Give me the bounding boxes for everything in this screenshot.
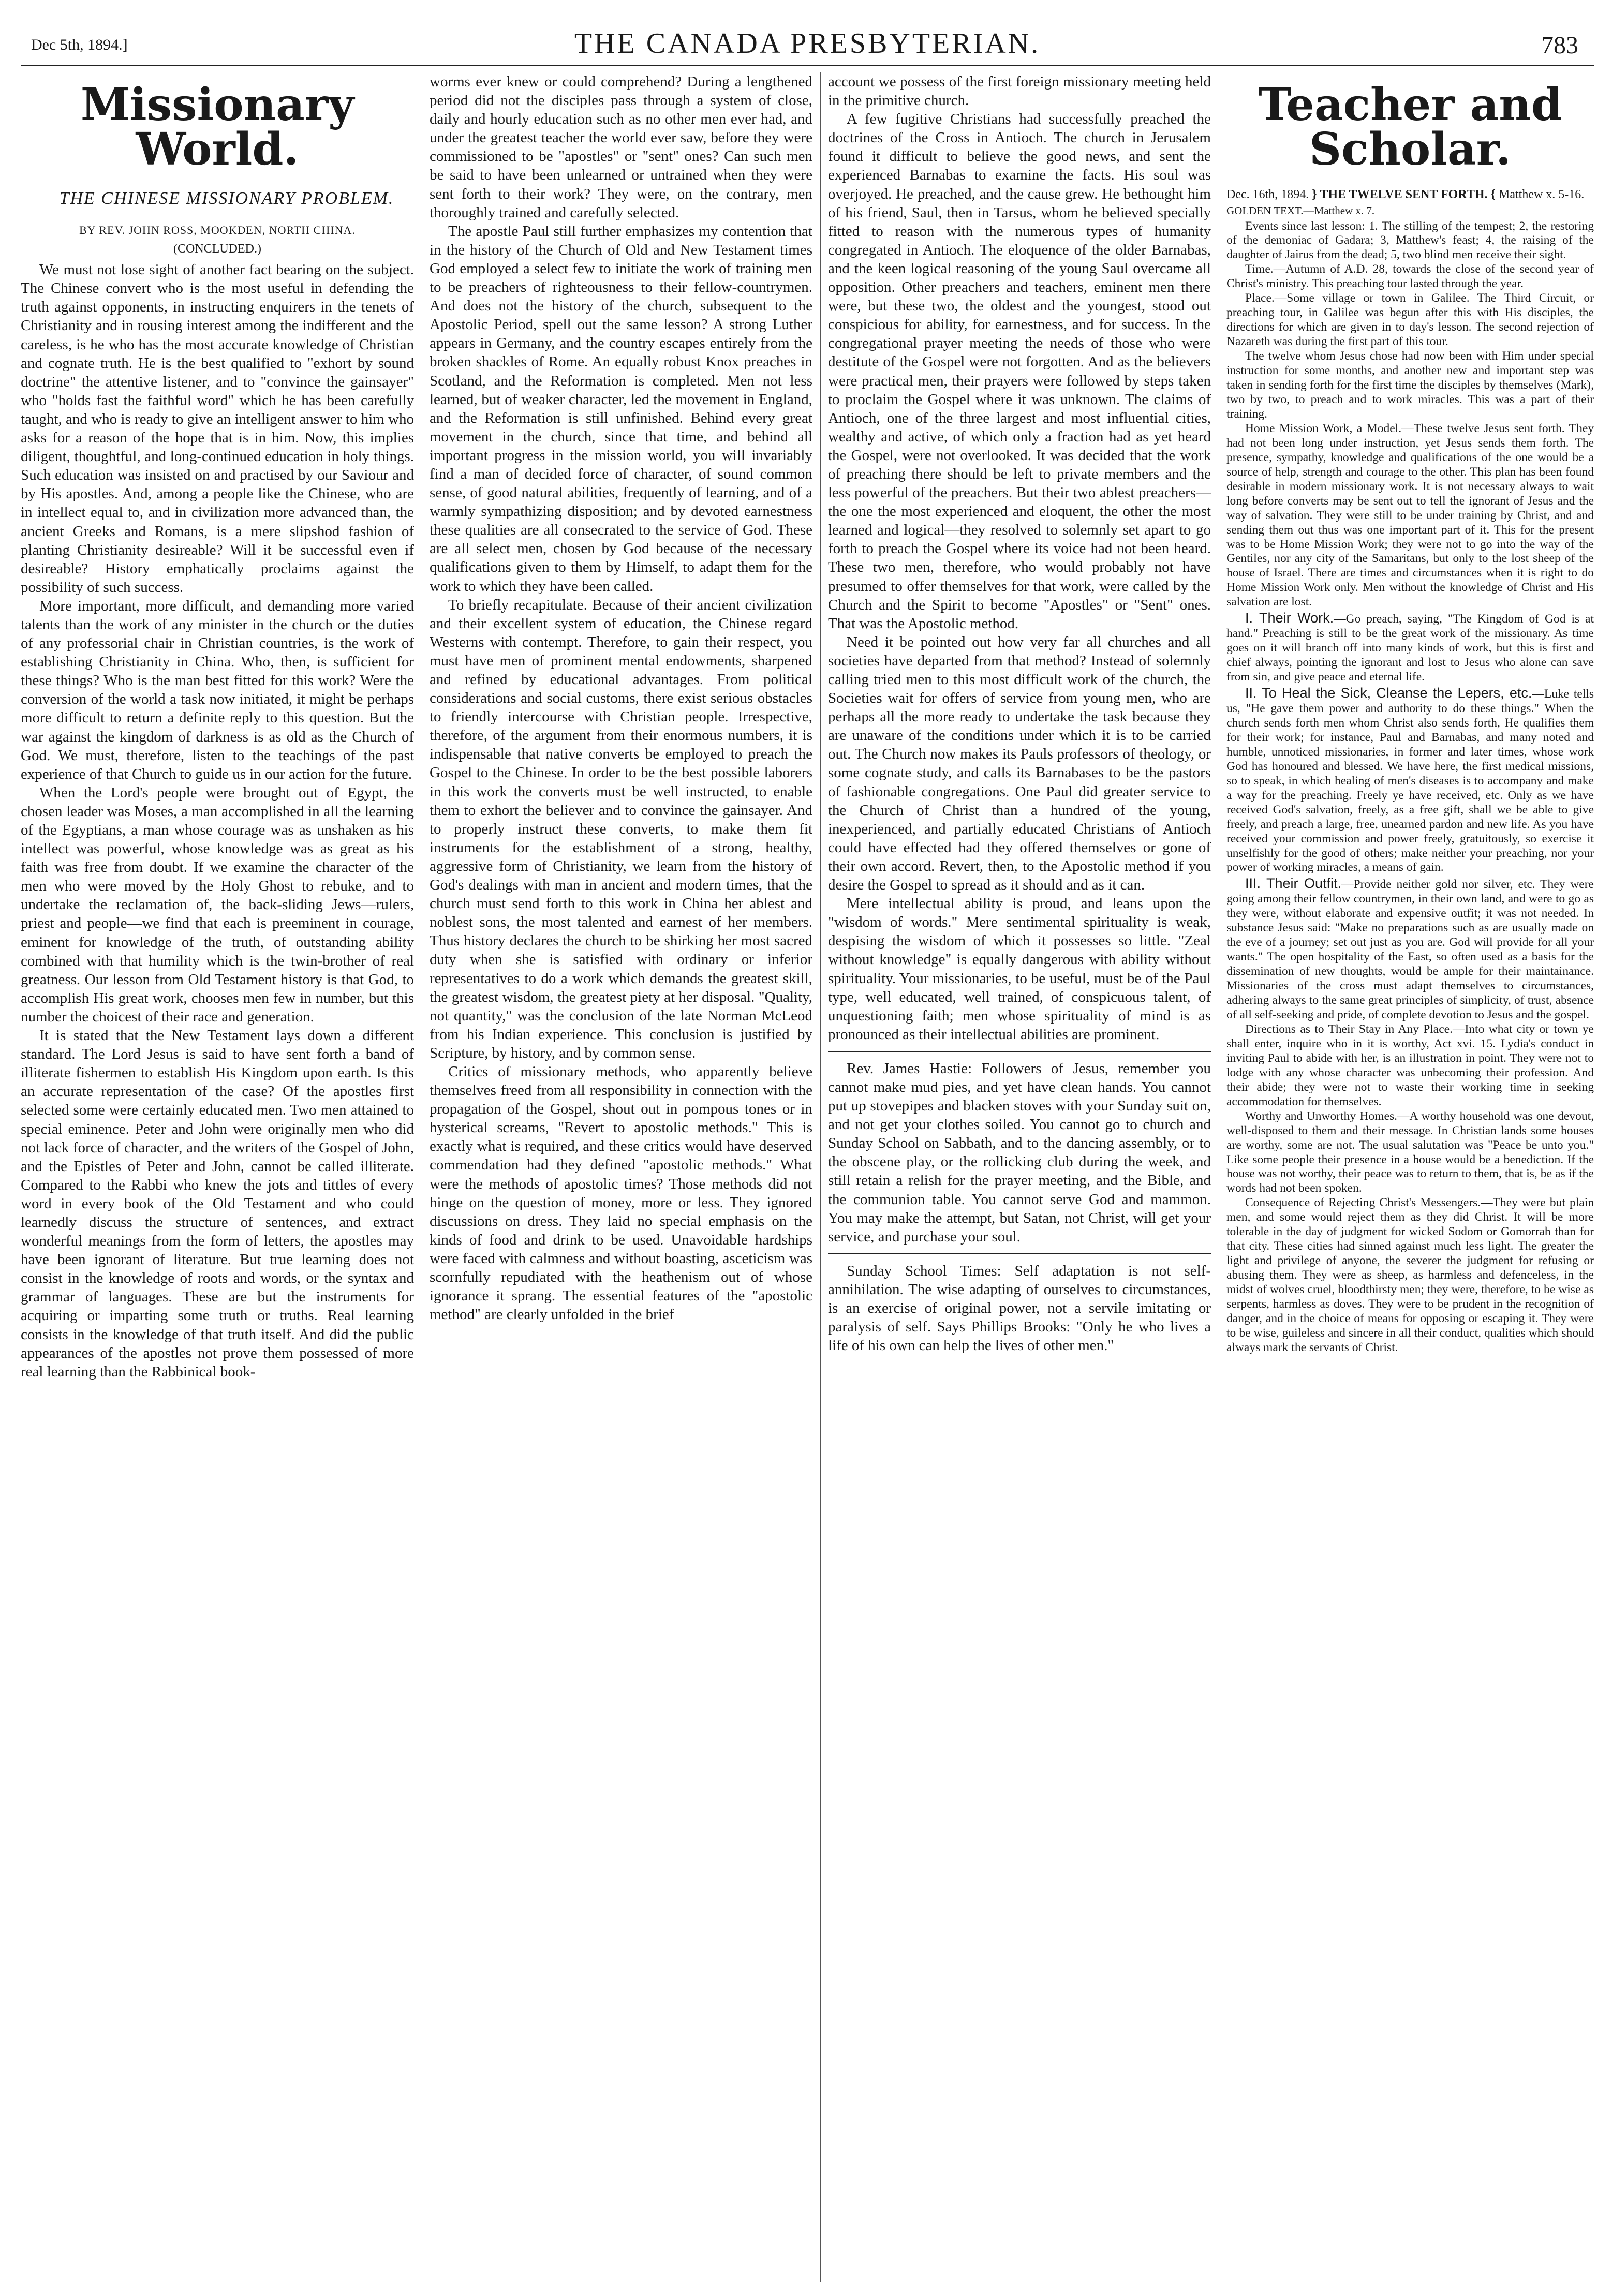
subheading-text: —Provide neither gold nor silver, etc. They were going among their fellow countrymen, in their own land, and were to go as they were, without elaborate and expensive outfit; it was not needed. In substance Jesus said: "Make no preparations such as are usually made on the eve of a journey; set out just as you are. God will provide for all your wants." The open hospitality of the East, so often used as a basis for the dissemination of new thoughts, would be ample for their maintainance. Missionaries of the cross must adapt themselves to circumstances, adhering always to the same great principles of simplicity, of trust, absence of all self-seeking and pride, of complete devotion to Jesus and the gospel. <box>1226 878 1594 1021</box>
section-heading-teacher-scholar: Teacher and Scholar. <box>1258 79 1562 175</box>
paragraph: Worthy and Unworthy Homes.—A worthy household was one devout, well-disposed to them and their message. In Christian lands some houses are worthy, some are not. The usual salutation was "Peace be unto you." Like some people their presence in a house would be a benediction. If the house was not worthy, their peace was to return to them, that is, be as if the words had not been spoken. <box>1226 1109 1594 1195</box>
column-2 <box>430 72 812 2282</box>
columns <box>21 72 1594 2282</box>
paragraph: The twelve whom Jesus chose had now been with Him under special instruction for some months, and another new and important step was taken in sending forth for the first time the disciples by themselves (Mark), two by two, to preach and to work miracles. This was a part of their training. <box>1226 349 1594 421</box>
column-3 <box>828 72 1211 2282</box>
subheading-text: —Go preach, saying, "The Kingdom of God is at hand." Preaching is still to be the great work of the missionary. As time goes on it will branch off into many kinds of work, but this is first and chief always, pointing the ignorant and lost to Jesus who alone can save from sin, and give peace and eternal life. <box>1226 612 1594 684</box>
paragraph: account we possess of the first foreign missionary meeting held in the primitive church. <box>828 73 1211 109</box>
section-heading-missionary-world: Missionary World. <box>80 79 354 175</box>
paragraph: Directions as to Their Stay in Any Place.—Into what city or town ye shall enter, inquire who in it is worthy, Act xvi. 15. Lydia's conduct in inviting Paul to abide with her, is an illustration in point. They were not to lodge with any whose character was unbecoming their profession. And their abide; they were not to waste their working time in seeking accommodation for themselves. <box>1226 1022 1594 1108</box>
page-number: 783 <box>1541 32 1578 59</box>
lesson-heading: Dec. 16th, 1894. } THE TWELVE SENT FORTH. { Matthew x. 5-16. <box>1226 188 1585 201</box>
paragraph: Time.—Autumn of A.D. 28, towards the close of the second year of Christ's ministry. This preaching tour lasted through the year. <box>1226 262 1594 291</box>
paragraph: Rev. James Hastie: Followers of Jesus, remember you cannot make mud pies, and yet have clean hands. You cannot put up stovepipes and blacken stoves with your Sunday suit on, and not get your clothes soiled. You cannot go to church and Sunday School on Sabbath, and to the dancing assembly, or to the obscene play, or the rollicking club during the week, and still retain a relish for the prayer meeting, and the Bible, and the communion table. You cannot serve God and mammon. You may make the attempt, but Satan, not Christ, will get your service, and purchase your soul. <box>828 1060 1211 1245</box>
article-byline: BY REV. JOHN ROSS, MOOKDEN, NORTH CHINA. <box>79 224 356 237</box>
paragraph: Sunday School Times: Self adaptation is not self-annihilation. The wise adapting of ourselves to circumstances, is an exercise of original power, not a servile imitating or paralysis of self. Says Phillips Brooks: "Only he who lives a life of his own can help the lives of other men." <box>828 1262 1211 1354</box>
paragraph: Place.—Some village or town in Galilee. The Third Circuit, or preaching tour, in Galilee was begun after this with His disciples, the directions for which are given in to day's lesson. The second rejection of Nazareth was during the first part of this tour. <box>1226 291 1594 349</box>
paragraph: Critics of missionary methods, who apparently believe themselves freed from all responsibility in connection with the propagation of the Gospel, shout out in pompous tones or in hysterical screams, "Revert to apostolic methods." This is exactly what is required, and these critics would have deserved commendation had they defined "apostolic methods." What were the methods of apostolic times? Those methods did not hinge on the question of money, more or less. They ignored discussions on dress. They laid no special emphasis on the kinds of food and drink to be used. Unavoidable hardships were faced with calmness and without boasting, asceticism was scornfully repudiated with the heathenism out of whose ignorance it sprang. The essential features of the "apostolic method" are clearly unfolded in the brief <box>430 1063 812 1323</box>
masthead-title: THE CANADA PRESBYTERIAN. <box>574 27 1041 60</box>
subheading-their-outfit: III. Their Outfit. <box>1245 876 1342 892</box>
paragraph: When the Lord's people were brought out of Egypt, the chosen leader was Moses, a man accomplished in all the learning of the Egyptians, a man whose courage was as unshaken as his intellect was powerful, whose knowledge was as great as his faith was free from doubt. If we examine the character of the men who were moved by the Holy Ghost to rebuke, and to undertake the reclamation of, the back-sliding Jews—rulers, priest and people—we find that each is preeminent in courage, eminent for knowledge of the truth, of outstanding ability combined with that humility which is the twin-brother of real greatness. Our lesson from Old Testament history is that God, to accomplish His great work, chooses men few in number, but this number the choicest of their race and generation. <box>21 784 414 1025</box>
subheading-paragraph <box>1226 610 1594 685</box>
paragraph: Events since last lesson: 1. The stilling of the tempest; 2, the restoring of the demoniac of Gadara; 3, Matthew's feast; 4, the raising of the daughter of Jairus from the dead; 5, two blind men receive their sight. <box>1226 219 1594 262</box>
paragraph: worms ever knew or could comprehend? During a lengthened period did not the disciples pass through a system of close, daily and hourly education such as no other men ever had, and under the greatest teacher the world ever saw, before they were commissioned to be "apostles" or "sent" ones? Can such men be said to have been unlearned or untrained when they were sent forth to their work? They were, on the contrary, men thoroughly trained and carefully selected. <box>430 73 812 221</box>
column-4 <box>1226 72 1594 2282</box>
newspaper-page <box>21 16 1594 2282</box>
paragraph: Home Mission Work, a Model.—These twelve Jesus sent forth. They had not been long under instruction, yet Jesus sends them forth. The presence, sympathy, knowledge and qualifications of the one would be a source of help, strength and courage to the other. This plan has been found desirable in modern missionary work. It is not necessary always to wait long before converts may be sent out to tell the ignorant of Jesus and the way of salvation. They were still to be under training by Christ, and and sending them out thus was one important part of it. This for the present was to be Home Mission Work; they were not to go into the way of the Gentiles, nor any city of the Samaritans, but only to the lost sheep of the house of Israel. There are times and circumstances when it is right to do Home Mission Work only. Men without the knowledge of Christ and His salvation are lost. <box>1226 421 1594 609</box>
issue-date: Dec 5th, 1894.] <box>31 36 128 53</box>
golden-text: GOLDEN TEXT.—Matthew x. 7. <box>1226 204 1375 217</box>
paragraph: Need it be pointed out how very far all churches and all societies have departed from that method? Instead of solemnly calling tried men to this most difficult work of the church, the Societies wait for offers of service from young men, who are perhaps all the more ready to undertake the task because they are unaware of the conditions under which it is to be carried out. The Church now makes its Pauls professors of theology, or some cognate study, and calls its Barnabases to be the pastors of fashionable congregations. One Paul did greater service to the Church of Christ than a hundred of the young, inexperienced, and partially educated Christians of Antioch could have effected had they offered themselves or gone of their own accord. Revert, then, to the Apostolic method if you desire the Gospel to spread as it should and as it can. <box>828 633 1211 894</box>
column-1 <box>21 72 414 2282</box>
paragraph: A few fugitive Christians had successfully preached the doctrines of the Cross in Antioch. The church in Jerusalem found it difficult to believe the good news, and sent the experienced Barnabas to examine the facts. His soul was overjoyed. He preached, and the cause grew. He bethought him of his friend, Saul, then in Tarsus, whom he believed specially fitted to reason with the numerous types of humanity congregated in Antioch. The eloquence of the older Barnabas, and the keen logical reasoning of the young Saul overcame all opposition. Other preachers and teachers, eminent men there were, but these two, the oldest and the youngest, stood out conspicious for ability, for earnestness, and for success. In the congregational prayer meeting the needs of those who were destitute of the Gospel were not forgotten. And as the believers were practical men, their prayers were followed by steps taken to proclaim the Gospel where it was unknown. The claims of Antioch, one of the three largest and most influential cities, wealthy and active, of which only a fraction had as yet heard the Gospel, were not overlooked. It was decided that the work of preaching there should be left to private members and the less powerful of the preachers. But their two ablest preachers—the one the most experienced and eloquent, the other the most learned and logical—they resolved to solemnly set apart to go forth to preach the Gospel where its voice had not been heard. These two men, therefore, who would probably not have presumed to offer themselves for that work, were called by the Church and the Spirit to become "Apostles" or "Sent" ones. That was the Apostolic method. <box>828 111 1211 632</box>
lesson-date: Dec. 16th, 1894. <box>1226 188 1309 201</box>
paragraph: The apostle Paul still further emphasizes my contention that in the history of the Church of Old and New Testament times God employed a select few to initiate the work of training men to be preachers of righteousness to their fellow-countrymen. And does not the history of the church, subsequent to the Apostolic Period, spell out the same lesson? A strong Luther appears in Germany, and the country escapes entirely from the broken shackles of Rome. An equally robust Knox preaches in Scotland, and the Reformation is completed. Men not less learned, but of weaker character, led the movement in England, and the Reformation is still unfinished. Behind every great movement in the church, since that time, and behind all important progress in the mission world, you will invariably find a man of decided force of character, of sound common sense, of good natural abilities, frequently of learning, and of a warmly sympathizing disposition; and by devoted earnestness these qualities are all consecrated to the service of God. These are all select men, chosen by God because of the necessary qualifications given to them by Himself, to adapt them for the work to which they have been called. <box>430 223 812 595</box>
paragraph: We must not lose sight of another fact bearing on the subject. The Chinese convert who is the most useful in defending the truth against opponents, in instructing enquirers in the tenets of Christianity and in rousing interest among the indifferent and the careless, is he who has the most accurate knowledge of Christian and cognate truth. He is the best qualified to "exhort by sound doctrine" the attentive listener, and to "convince the gainsayer" who "holds fast the faithful word" which he has been carefully taught, and who is ready to give an intelligent answer to him who asks for a reason of the hope that is in him. Now, this implies diligent, thoughtful, and long-continued education in holy things. Such education was insisted on and practised by our Saviour and by His apostles. And, among a people like the Chinese, who are in intellect equal to, and in civilization more advanced than, the ancient Greeks and Romans, is a mere slipshod fashion of planting Christianity desireable? Will it be successful even if desireable? History emphatically proclaims against the possibility of such success. <box>21 261 414 596</box>
paragraph: Mere intellectual ability is proud, and leans upon the "wisdom of words." Mere sentimental spirituality is weak, despising the wisdom of which it possesses so little. "Zeal without knowledge" is equally dangerous with ability without spirituality. Your missionaries, to be useful, must be of the Paul type, well educated, well trained, of conspicuous talent, of unquestioning faith; men whose spirituality of mind is as pronounced as their intellectual abilities are prominent. <box>828 895 1211 1043</box>
paragraph: More important, more difficult, and demanding more varied talents than the work of any minister in the church or the duties of any professorial chair in Christian countries, is the work of establishing Christianity in China. Who, then, is sufficient for these things? Who is the man best fitted for this work? Were the conversion of the world a task now initiated, it might be perhaps more difficult to return a definite reply to this question. But the war against the kingdom of darkness is as old as the Church of God. We must, therefore, listen to the teachings of the past experience of that Church to guide us in our action for the future. <box>21 597 414 782</box>
sunday-school-times-excerpt <box>828 1253 1211 1355</box>
page-header <box>21 16 1594 66</box>
subheading-their-work: I. Their Work. <box>1245 610 1334 626</box>
concluded-note: (CONCLUDED.) <box>173 242 261 256</box>
paragraph: Consequence of Rejecting Christ's Messengers.—They were but plain men, and some would reject them as they did Christ. It will be more tolerable in the day of judgment for wicked Sodom or Gomorrah than for that city. These cities had sinned against much less light. The greater the light and privilege of anyone, the severer the judgment for refusing or abusing them. They were as sheep, as harmless and defenceless, in the midst of wolves cruel, bloodthirsty men; they were, therefore, to be wise as serpents, harmless as doves. They were to be prudent in the recognition of danger, and in the choice of means for opposing or escaping it. They were to be wise, guileless and sincere in all their conduct, qualities which should always mark the servants of Christ. <box>1226 1196 1594 1354</box>
subheading-paragraph <box>1226 685 1594 875</box>
lesson-reference: Matthew x. 5-16. <box>1498 188 1585 201</box>
subheading-text: —Luke tells us, "He gave them power and authority to do these things." When the church sends forth men whom Christ also sends forth, He qualifies them for their work; for instance, Paul and Barnabas, and many noted and humble, unnoticed missionaries, in former and later times, whose work God has honoured and blessed. We have here, the first medical missions, so to speak, in which healing of men's diseases is to accompany and make a way for the preaching. Freely ye have received, etc. Only as we have received God's salvation, freely, as a free gift, shall we be able to give freely, and preach a large, free, unearned pardon and new life. As you have received your commission and power freely, gratuitously, so exercise it unselfishly for the good of others; make neither your preaching, nor your power of working miracles, a means of gain. <box>1226 687 1594 875</box>
paragraph: It is stated that the New Testament lays down a different standard. The Lord Jesus is said to have sent forth a band of illiterate fishermen to establish His Kingdom upon earth. Is this an accurate representation of the case? Of the apostles first selected some were certainly educated men. Two men attained to special eminence. Peter and John were originally men who did not lack force of character, and the writers of the Gospel of John, and the Epistles of Peter and John, cannot be called illiterate. Compared to the Rabbi who knew the jots and tittles of every word in every book of the Old Testament and who could learnedly discuss the structure of sentences, and extract wonderful meanings from the form of letters, the apostles may have been ignorant of literature. But true learning does not consist in the knowledge of roots and words, or the syntax and grammar of languages. These are but the instruments for acquiring or imparting some truth or truths. Real learning consists in the knowledge of that truth itself. And did the public appearances of the apostles not prove them possessed of more real learning than the Rabbinical book- <box>21 1027 414 1380</box>
paragraph: To briefly recapitulate. Because of their ancient civilization and their excellent system of education, the Chinese regard Westerns with contempt. Therefore, to gain their respect, you must have men of prominent mental endowments, sharpened and refined by educational advantages. From political considerations and social customs, there exist serious obstacles to friendly intercourse with Christian people. Irrespective, therefore, of the argument from their enormous numbers, it is indispensable that native converts be employed to preach the Gospel to the Chinese. In order to be the best possible laborers in this work the converts must be well instructed, to enable them to exhort the believer and to convince the gainsayer. And to properly instruct these converts, to make them fit instruments for the establishment of a strong, healthy, aggressive form of Christianity, we learn from the history of God's dealings with man in ancient and modern times, that the church must send forth to this work in China her ablest and noblest sons, the most talented and earnest of her members. Thus history declares the church to be shirking her most sacred duty when she is satisfied with ordinary or inferior representatives to do a work which demands the greatest skill, the greatest wisdom, the greatest piety at her disposal. "Quality, not quantity," was the conclusion of the late Norman McLeod from his Indian experience. This conclusion is justified by Scripture, by history, and by common sense. <box>430 596 812 1061</box>
article-title: THE CHINESE MISSIONARY PROBLEM. <box>59 189 394 208</box>
subheading-heal-sick: II. To Heal the Sick, Cleanse the Lepers, etc. <box>1245 685 1532 701</box>
lesson-title: THE TWELVE SENT FORTH. <box>1320 188 1488 201</box>
hastie-excerpt <box>828 1051 1211 1246</box>
subheading-paragraph <box>1226 875 1594 1023</box>
